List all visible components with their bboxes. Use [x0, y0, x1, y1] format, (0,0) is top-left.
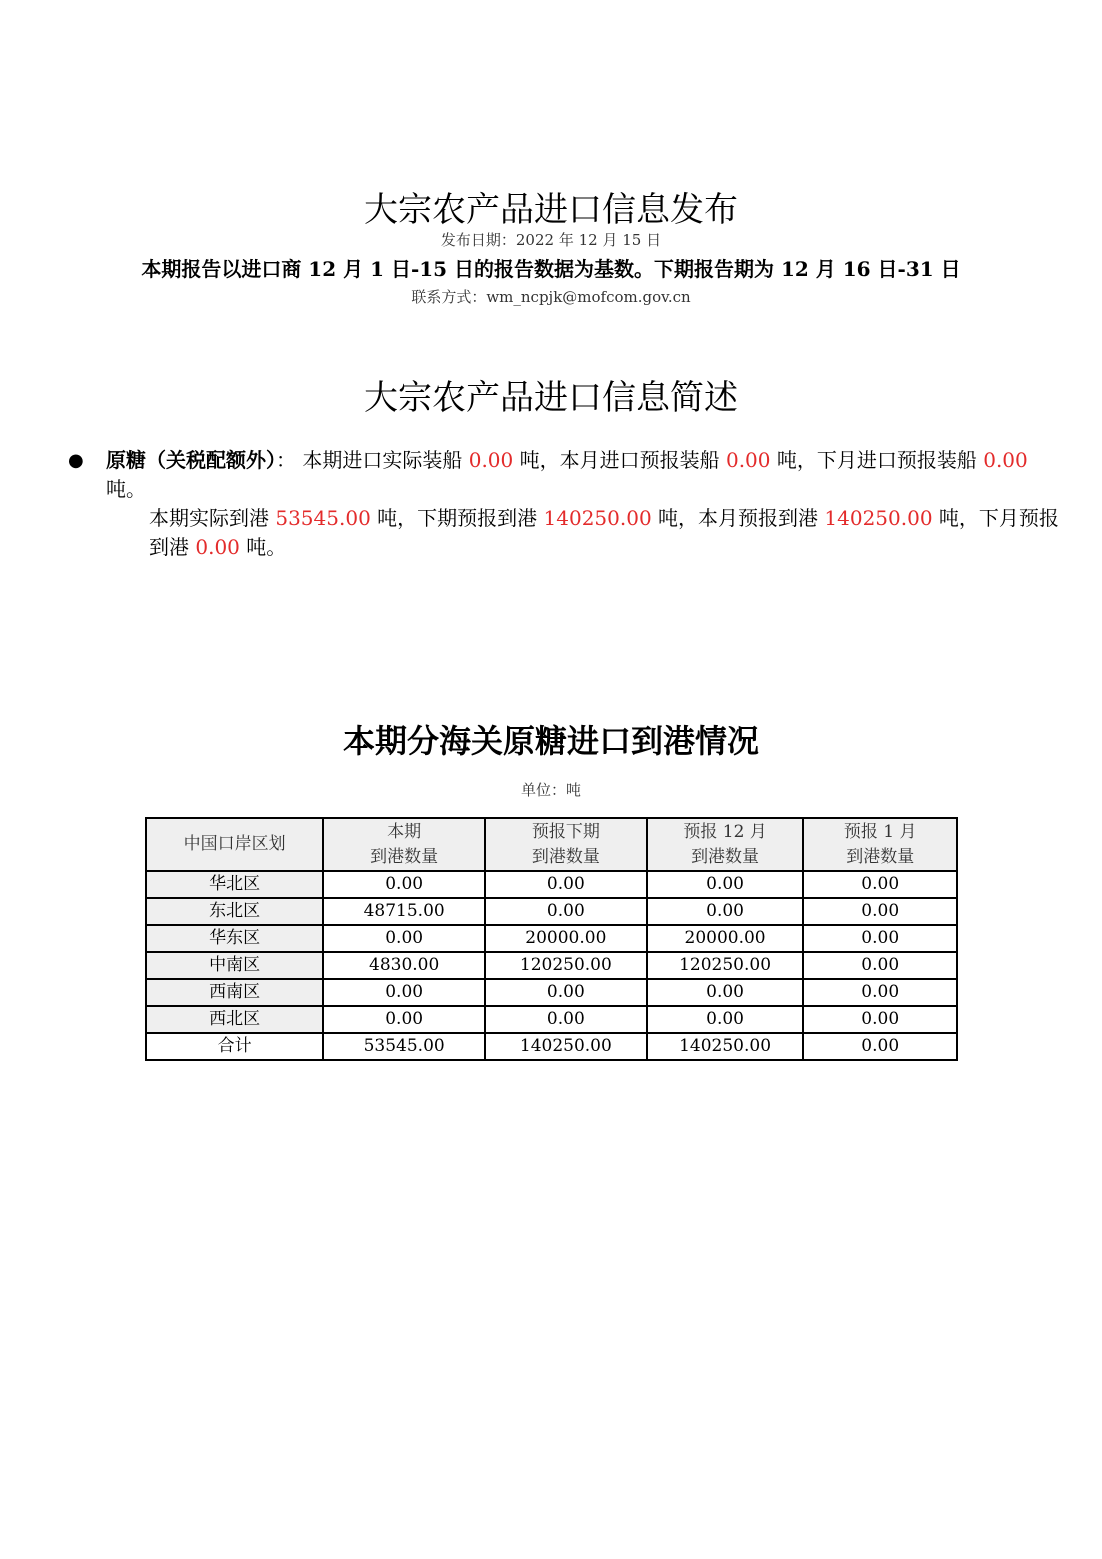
region-cell: 西南区	[146, 979, 323, 1006]
header-december-forecast: 预报 12 月 到港数量	[647, 818, 804, 871]
month-forecast-shipment-value: 0.00	[725, 448, 771, 472]
next-month-forecast-shipment-value: 0.00	[983, 448, 1028, 472]
value-cell: 20000.00	[485, 925, 647, 952]
region-cell: 中南区	[146, 952, 323, 979]
summary-paragraph	[68, 446, 1066, 562]
region-cell: 华东区	[146, 925, 323, 952]
value-cell: 0.00	[803, 979, 957, 1006]
table-row	[146, 952, 957, 979]
table-title: 本期分海关原糖进口到港情况	[342, 722, 759, 760]
region-cell: 西北区	[146, 1006, 323, 1033]
total-value-cell: 140250.00	[647, 1033, 804, 1060]
header-region: 中国口岸区划	[146, 818, 323, 871]
value-cell: 0.00	[485, 898, 647, 925]
value-cell: 0.00	[485, 1006, 647, 1033]
next-period-forecast-arrival-value: 140250.00	[543, 506, 652, 530]
table-row	[146, 898, 957, 925]
value-cell: 0.00	[323, 1006, 485, 1033]
next-month-forecast-arrival-value: 0.00	[195, 535, 240, 559]
product-name: 原糖（关税配额外）	[106, 448, 276, 472]
value-cell: 0.00	[803, 1006, 957, 1033]
total-value-cell: 53545.00	[323, 1033, 485, 1060]
total-value-cell: 0.00	[803, 1033, 957, 1060]
month-forecast-arrival-value: 140250.00	[824, 506, 933, 530]
contact-info: 联系方式：wm_ncpjk@mofcom.gov.cn	[411, 288, 691, 306]
summary-line-arrival: 本期实际到港 53545.00 吨，下期预报到港 140250.00 吨，本月预报到港 140250.00 吨，下月预报到港 0.00 吨。	[149, 506, 1059, 559]
summary-title: 大宗农产品进口信息简述	[364, 378, 738, 418]
value-cell: 0.00	[323, 871, 485, 898]
value-cell: 0.00	[647, 871, 804, 898]
value-cell: 0.00	[323, 925, 485, 952]
table-row	[146, 871, 957, 898]
actual-shipment-value: 0.00	[468, 448, 514, 472]
report-period-note: 本期报告以进口商 12 月 1 日-15 日的报告数据为基数。下期报告期为 12 月 16 日-31 日	[141, 257, 961, 281]
table-row	[146, 979, 957, 1006]
actual-arrival-value: 53545.00	[275, 506, 371, 530]
table-unit: 单位：吨	[520, 781, 581, 799]
value-cell: 120250.00	[647, 952, 804, 979]
value-cell: 0.00	[485, 979, 647, 1006]
publish-date: 发布日期：2022 年 12 月 15 日	[440, 231, 662, 249]
value-cell: 0.00	[803, 871, 957, 898]
value-cell: 4830.00	[323, 952, 485, 979]
value-cell: 0.00	[647, 898, 804, 925]
value-cell: 0.00	[803, 952, 957, 979]
value-cell: 120250.00	[485, 952, 647, 979]
table-header-row	[146, 818, 957, 871]
value-cell: 48715.00	[323, 898, 485, 925]
table-row	[146, 925, 957, 952]
table-row	[146, 1006, 957, 1033]
value-cell: 0.00	[803, 925, 957, 952]
header-january-forecast: 预报 1 月 到港数量	[803, 818, 957, 871]
summary-line-shipping: 原糖（关税配额外）： 本期进口实际装船 0.00 吨，本月进口预报装船 0.00 吨，下月进口预报装船 0.00 吨。	[106, 448, 1028, 501]
value-cell: 0.00	[647, 979, 804, 1006]
header-next-period-forecast: 预报下期 到港数量	[485, 818, 647, 871]
region-cell: 东北区	[146, 898, 323, 925]
value-cell: 20000.00	[647, 925, 804, 952]
total-label-cell: 合计	[146, 1033, 323, 1060]
bullet-icon: ●	[68, 450, 84, 471]
report-title: 大宗农产品进口信息发布	[364, 190, 738, 230]
total-value-cell: 140250.00	[485, 1033, 647, 1060]
region-cell: 华北区	[146, 871, 323, 898]
value-cell: 0.00	[647, 1006, 804, 1033]
table-total-row	[146, 1033, 957, 1060]
header-current-arrival: 本期 到港数量	[323, 818, 485, 871]
value-cell: 0.00	[803, 898, 957, 925]
value-cell: 0.00	[485, 871, 647, 898]
value-cell: 0.00	[323, 979, 485, 1006]
arrival-table	[145, 817, 958, 1061]
